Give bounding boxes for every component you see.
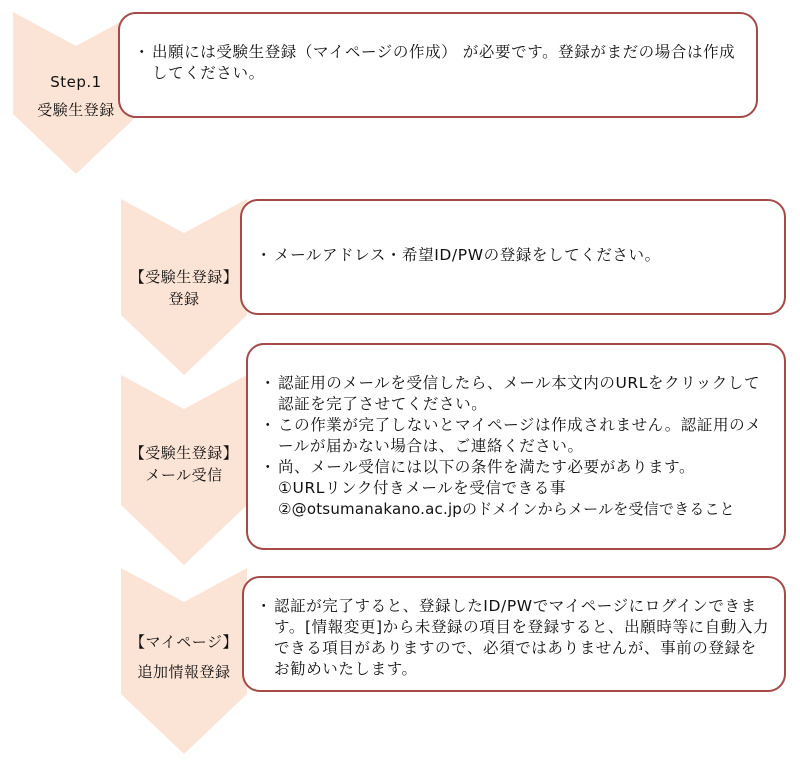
step-2-chevron: [121, 199, 247, 375]
step-1-title: Step.1: [50, 73, 102, 91]
step-3-subtitle: メール受信: [145, 466, 223, 484]
step-2-item-1: ・ メールアドレス・希望ID/PWの登録をしてください。: [260, 245, 768, 266]
step-4-title: 【マイページ】: [130, 633, 238, 651]
step-2-title: 【受験生登録】: [129, 268, 239, 286]
step-2-box: [240, 199, 786, 315]
step-4-chevron: [121, 568, 247, 754]
step-1-item-1: ・ 出願には受験生登録（マイページの作成） が必要です。登録がまだの場合は作成してください。: [138, 42, 740, 84]
step-3-condition-1: ①URLリンク付きメールを受信できる事: [278, 479, 566, 497]
step-1-box: [118, 12, 758, 118]
step-3-chevron: [121, 375, 247, 565]
step-3-box: [246, 343, 786, 550]
step-3-condition-2: ②@otsumanakano.ac.jpのドメインからメールを受信できること: [278, 500, 735, 518]
step-3-item-1: ・ 認証用のメールを受信したら、メール本文内のURLをクリックして認証を完了させてください。: [264, 373, 772, 415]
step-4-item-1: ・ 認証が完了すると、登録したID/PWでマイページにログインできます。[情報変更]から未登録の項目を登録すると、出願時等に自動入力できる項目がありますので、必須ではありませんが、事前の登録をお勧めいたします。: [260, 596, 770, 680]
step-4-box: [242, 576, 786, 692]
step-1-subtitle: 受験生登録: [37, 101, 115, 119]
step-2-subtitle: 登録: [168, 290, 200, 308]
step-3-item-3: ・ 尚、メール受信には以下の条件を満たす必要があります。: [264, 457, 772, 478]
step-3-item-2: ・ この作業が完了しないとマイページは作成されません。認証用のメールが届かない場合は、ご連絡ください。: [264, 415, 772, 457]
step-4-subtitle: 追加情報登録: [137, 663, 231, 681]
step-3-title: 【受験生登録】: [129, 444, 239, 462]
